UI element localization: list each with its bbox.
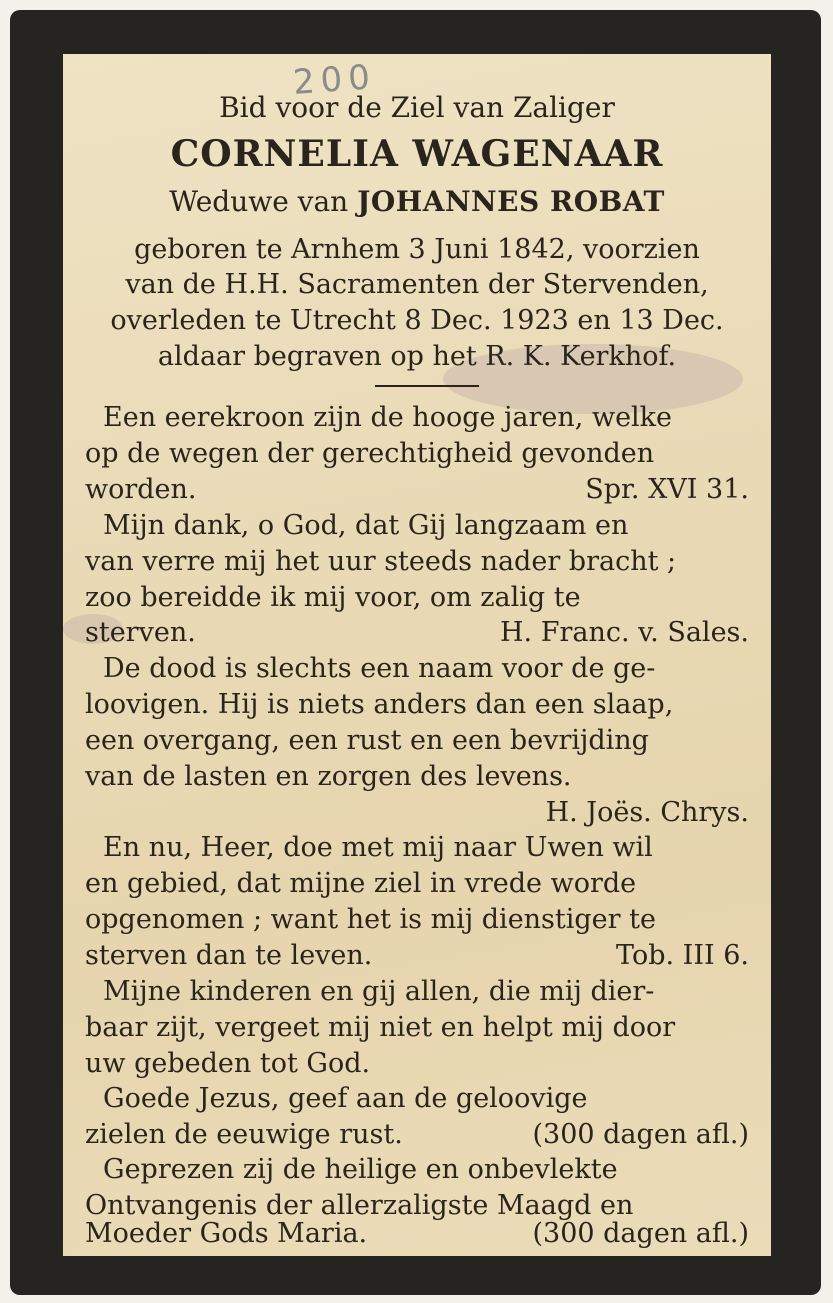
- verse-reference: H. Franc. v. Sales.: [500, 617, 749, 648]
- verse-reference: Spr. XVI 31.: [585, 474, 749, 505]
- prayer-heading: Bid voor de Ziel van Zaliger: [219, 91, 615, 124]
- verse-line: Geprezen zij de heilige en onbevlekte: [103, 1154, 618, 1185]
- indulgence-note: (300 dagen afl.): [532, 1119, 749, 1150]
- verse-line: uw gebeden tot God.: [85, 1048, 371, 1079]
- husband-name: JOHANNES ROBAT: [357, 185, 665, 218]
- verse-line: zoo bereidde ik mij voor, om zalig te: [85, 582, 581, 613]
- verse-line-with-ref: [63, 1216, 771, 1252]
- verse-line-with-ref: [63, 615, 771, 651]
- verse-reference: H. Joës. Chrys.: [545, 797, 749, 828]
- verse-line: van de lasten en zorgen des levens.: [85, 761, 572, 792]
- verse-line: op de wegen der gerechtigheid gevonden: [85, 438, 655, 469]
- verse-line: en gebied, dat mijne ziel in vrede worde: [85, 868, 637, 899]
- verse-line-with-ref: [63, 1117, 771, 1153]
- verse-line: baar zijt, vergeet mij niet en helpt mij door: [85, 1012, 676, 1043]
- verse-line: De dood is slechts een naam voor de ge-: [103, 653, 656, 684]
- widow-prefix: Weduwe van: [169, 185, 349, 218]
- verse-text: sterven.: [85, 617, 196, 648]
- verse-reference: Tob. III 6.: [616, 940, 749, 971]
- verse-line: Ontvangenis der allerzaligste Maagd en: [85, 1190, 634, 1221]
- deceased-name: CORNELIA WAGENAAR: [170, 133, 664, 175]
- verse-line: opgenomen ; want het is mij dienstiger te: [85, 904, 656, 935]
- bio-line: van de H.H. Sacramenten der Stervenden,: [125, 269, 709, 300]
- memorial-card: [10, 10, 821, 1295]
- verse-text: zielen de eeuwige rust.: [85, 1119, 403, 1150]
- verse-line: Goede Jezus, geef aan de geloovige: [103, 1083, 588, 1114]
- widow-of-line: [63, 184, 771, 220]
- card-paper: [63, 54, 771, 1256]
- verse-line: loovigen. Hij is niets anders dan een slaap,: [85, 689, 674, 720]
- verse-text: Moeder Gods Maria.: [85, 1218, 368, 1249]
- handwritten-number: 200: [291, 57, 378, 103]
- verse-line: En nu, Heer, doe met mij naar Uwen wil: [103, 832, 653, 863]
- verse-line: een overgang, een rust en een bevrijding: [85, 725, 649, 756]
- divider-rule: [375, 385, 479, 387]
- bio-line: overleden te Utrecht 8 Dec. 1923 en 13 Dec.: [110, 305, 724, 336]
- bio-line: geboren te Arnhem 3 Juni 1842, voorzien: [134, 234, 700, 265]
- bio-line: aldaar begraven op het R. K. Kerkhof.: [157, 341, 677, 372]
- verse-text: sterven dan te leven.: [85, 940, 373, 971]
- verse-text: worden.: [85, 474, 197, 505]
- indulgence-note: (300 dagen afl.): [532, 1218, 749, 1249]
- verse-line: van verre mij het uur steeds nader bracht ;: [85, 546, 677, 577]
- verse-line: Een eerekroon zijn de hooge jaren, welke: [103, 402, 673, 433]
- verse-line: Mijn dank, o God, dat Gij langzaam en: [103, 510, 629, 541]
- verse-line: Mijne kinderen en gij allen, die mij dier-: [103, 976, 655, 1007]
- verse-line-with-ref: [63, 472, 771, 508]
- verse-line-with-ref: [63, 938, 771, 974]
